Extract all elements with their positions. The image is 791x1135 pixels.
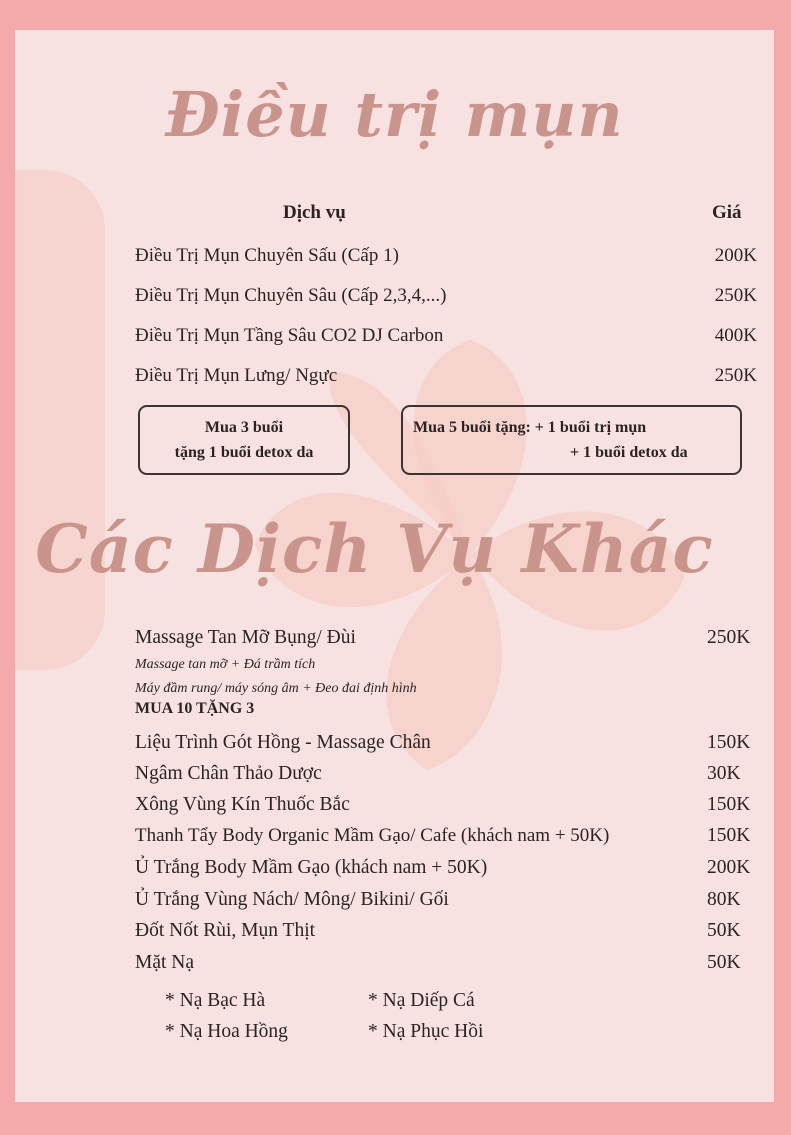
service-name: Ủ Trắng Vùng Nách/ Mông/ Bikini/ Gối — [135, 889, 449, 910]
service-price-massage: 250K — [707, 627, 751, 648]
list-item — [135, 245, 757, 269]
service-name: Ngâm Chân Thảo Dược — [135, 763, 322, 784]
service-price: 50K — [707, 952, 741, 973]
service-name: Điều Trị Mụn Lưng/ Ngực — [135, 365, 338, 386]
promo-line: + 1 buổi detox da — [570, 444, 688, 461]
promo-line: Mua 3 buổi — [204, 419, 284, 436]
service-price: 50K — [707, 920, 741, 941]
mask-option: * Nạ Diếp Cá — [368, 990, 475, 1011]
service-name-massage: Massage Tan Mỡ Bụng/ Đùi — [135, 627, 356, 648]
decorative-shape — [15, 170, 105, 670]
service-price: 150K — [707, 732, 751, 753]
menu-card — [15, 30, 774, 1102]
service-price: 150K — [707, 794, 751, 815]
title-other-services: Các Dịch Vụ Khác — [35, 510, 714, 588]
service-price: 80K — [707, 889, 741, 910]
service-name: Mặt Nạ — [135, 952, 195, 973]
service-name: Thanh Tẩy Body Organic Mầm Gạo/ Cafe (khách nam + 50K) — [135, 825, 610, 846]
list-item — [135, 325, 757, 349]
service-price: 250K — [714, 285, 757, 306]
service-name: Điều Trị Mụn Chuyên Sấu (Cấp 1) — [135, 245, 399, 266]
service-name: Đốt Nốt Rùi, Mụn Thịt — [135, 920, 316, 941]
list-item — [135, 285, 757, 309]
service-name: Điều Trị Mụn Tầng Sâu CO2 DJ Carbon — [135, 325, 444, 346]
service-name: Điều Trị Mụn Chuyên Sâu (Cấp 2,3,4,...) — [135, 285, 447, 306]
mask-option: * Nạ Bạc Hà — [165, 990, 266, 1011]
header-price: Giá — [712, 202, 742, 223]
promo-box-3-sessions — [138, 405, 350, 475]
service-price: 400K — [714, 325, 757, 346]
promo-box-5-sessions — [401, 405, 742, 475]
service-subtext: Máy đầm rung/ máy sóng âm + Đeo đai định hình — [135, 681, 417, 696]
service-subtext: Massage tan mỡ + Đá trầm tích — [135, 657, 316, 672]
service-price: 200K — [714, 245, 757, 266]
promo-line: Mua 5 buổi tặng: + 1 buổi trị mụn — [413, 419, 647, 436]
service-name: Liệu Trình Gót Hồng - Massage Chân — [135, 732, 431, 753]
title-acne-treatment: Điều trị mụn — [165, 78, 624, 151]
service-name: Ủ Trắng Body Mầm Gạo (khách nam + 50K) — [135, 857, 488, 878]
service-name: Xông Vùng Kín Thuốc Bắc — [135, 794, 350, 815]
buy10-offer: MUA 10 TẶNG 3 — [135, 700, 255, 717]
service-price: 200K — [707, 857, 751, 878]
service-price: 150K — [707, 825, 751, 846]
header-service: Dịch vụ — [283, 202, 346, 223]
mask-option: * Nạ Phục Hồi — [368, 1021, 484, 1042]
list-item — [135, 365, 757, 389]
mask-option: * Nạ Hoa Hồng — [165, 1021, 288, 1042]
service-price: 30K — [707, 763, 741, 784]
promo-line: tặng 1 buổi detox da — [174, 444, 314, 461]
service-price: 250K — [714, 365, 757, 386]
